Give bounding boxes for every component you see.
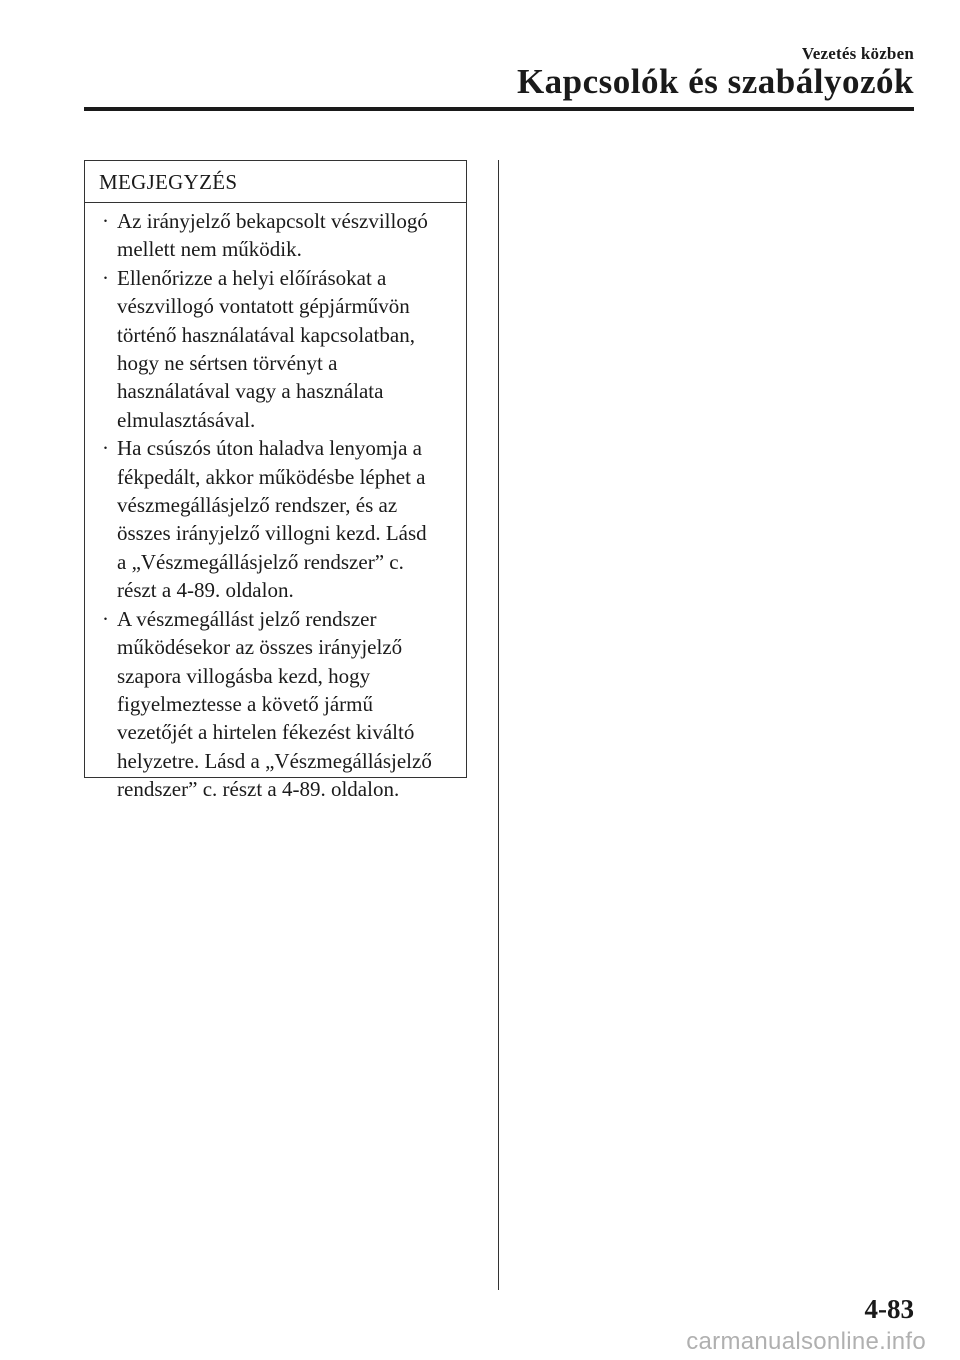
note-line: Ha csúszós úton haladva lenyomja a	[117, 436, 422, 461]
note-line: a „Vészmegállásjelző rendszer” c.	[117, 549, 404, 574]
note-line: figyelmeztesse a követő jármű	[117, 691, 373, 716]
note-line: vészmegállásjelző rendszer, és az	[117, 493, 398, 518]
note-line: Az irányjelző bekapcsolt vészvillogó	[117, 209, 428, 233]
bullet-icon: ·	[102, 606, 109, 631]
section-kicker: Vezetés közben	[801, 44, 914, 63]
bullet-icon: ·	[102, 436, 109, 461]
note-line: Ellenőrizze a helyi előírásokat a	[117, 265, 387, 290]
note-line: részt a 4-89. oldalon.	[117, 578, 294, 603]
note-line: rendszer” c. részt a 4-89. oldalon.	[117, 777, 400, 802]
header-rule	[84, 107, 914, 111]
note-line: szapora villogásba kezd, hogy	[117, 663, 371, 688]
note-line: hogy ne sértsen törvényt a	[117, 351, 338, 376]
note-item	[102, 605, 460, 804]
note-item	[102, 434, 460, 604]
note-line: A vészmegállást jelző rendszer	[117, 606, 377, 631]
note-item	[102, 207, 460, 264]
watermark: carmanualsonline.info	[686, 1328, 926, 1355]
note-line: elmulasztásával.	[117, 407, 256, 432]
note-line: működésekor az összes irányjelző	[117, 635, 403, 660]
note-line: fékpedált, akkor működésbe léphet a	[117, 464, 426, 489]
column-divider	[498, 160, 499, 1290]
note-list	[85, 203, 466, 804]
bullet-icon: ·	[102, 209, 109, 233]
note-heading: MEGJEGYZÉS	[85, 161, 466, 203]
section-title: Kapcsolók és szabályozók	[516, 62, 914, 101]
note-item	[102, 264, 460, 434]
note-line: történő használatával kapcsolatban,	[117, 322, 415, 347]
note-line: összes irányjelző villogni kezd. Lásd	[117, 521, 427, 546]
note-box	[84, 160, 467, 802]
note-line: vezetőjét a hirtelen fékezést kiváltó	[117, 720, 415, 745]
note-line: helyzetre. Lásd a „Vészmegállásjelző	[117, 748, 432, 773]
note-line: vészvillogó vontatott gépjárművön	[117, 294, 410, 319]
bullet-icon: ·	[102, 265, 109, 290]
page-number: 4-83	[864, 1294, 914, 1324]
note-line: mellett nem működik.	[117, 237, 302, 262]
note-line: használatával vagy a használata	[117, 379, 384, 404]
